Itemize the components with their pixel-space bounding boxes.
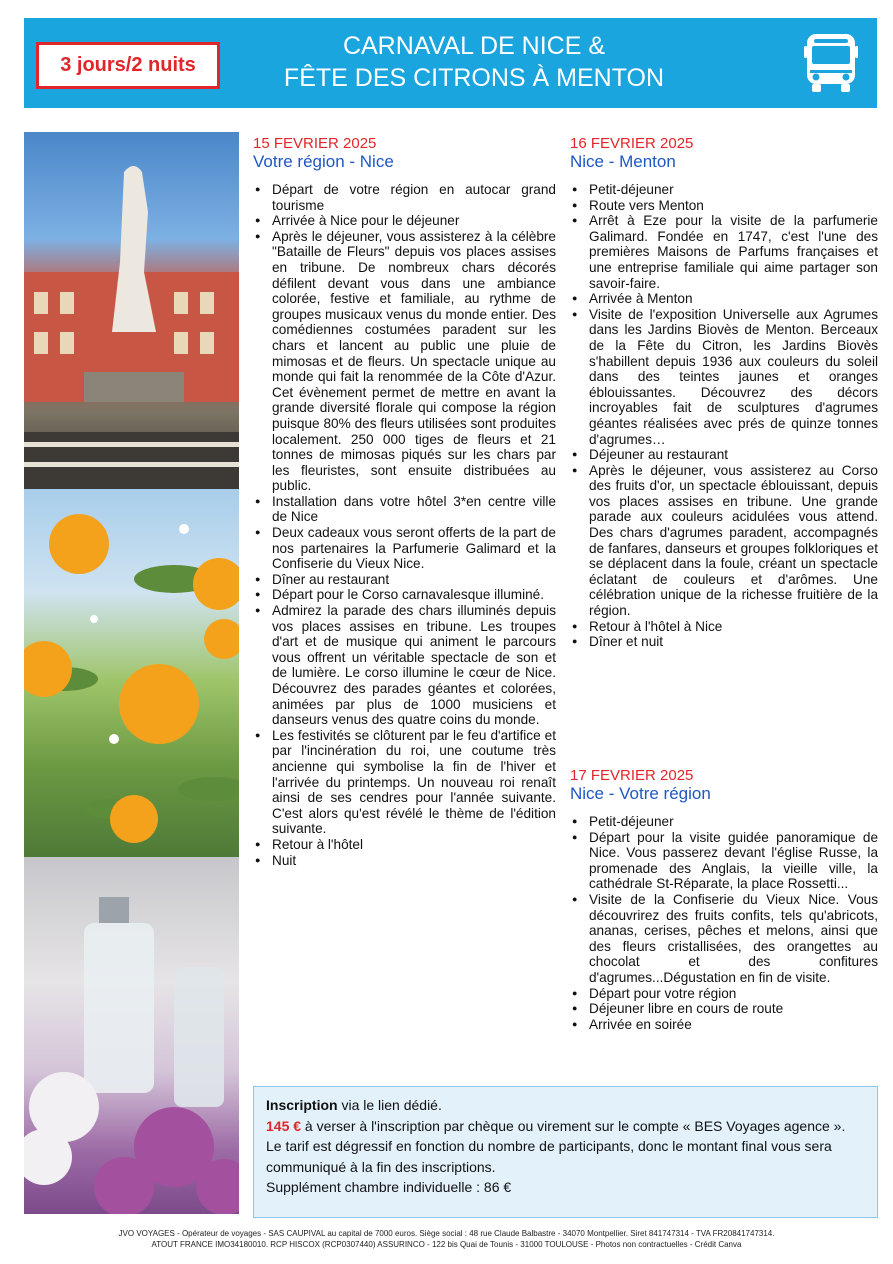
day-1-route: Votre région - Nice [253,152,394,171]
day-3-date: 17 FEVRIER 2025 [570,767,694,784]
day-2-program [570,182,878,650]
header-banner [24,18,877,108]
program-item: ● Déjeuner libre en cours de route [570,1001,878,1017]
single-room-supplement: Supplément chambre individuelle : 86 € [266,1179,512,1195]
program-item: ● Dîner et nuit [570,634,878,650]
day-1-program [253,182,556,868]
program-item: ● Visite de la Confiserie du Vieux Nice. Vous découvrirez des fruits confits, tels qu'abricots, ananas, cerises, pêches et melons, ainsi que des fleurs cristallisées, des orangettes au chocolat et des confitures d'agrumes...Dégustation en fin de visite. [570,892,878,986]
photo-column [24,132,239,1214]
nice-fountain-photo [24,132,239,489]
bus-icon [802,30,860,96]
day-2-column [570,135,878,650]
program-item: ● Départ pour le Corso carnavalesque illuminé. [253,587,556,603]
price-value: 145 € [266,1117,302,1134]
day-3-program [570,814,878,1032]
program-item: ● Départ pour la visite guidée panoramique de Nice. Vous passerez devant l'église Russe, la promenade des Anglais, la vieille ville, la cathédrale St-Réparate, la place Rossetti... [570,830,878,892]
program-item: ● Dîner au restaurant [253,572,556,588]
program-item: ● Nuit [253,853,556,869]
day-1-column [253,135,556,868]
program-item: ● Admirez la parade des chars illuminés depuis vos places assises en tribune. Les troupes d'art et de musique qui animent le parcours vous offrent un véritable spectacle de son et de lumière. Le corso illumine le cœur de Nice. Découvrez des parades géantes et colorées, animées par plus de 1000 musiciens et danseurs venus des quatre coins du monde. [253,603,556,728]
page-title [224,30,724,94]
footer-line-1: JVO VOYAGES - Opérateur de voyages - SAS CAUPIVAL au capital de 7000 euros. Siège social : 48 rue Claude Balbastre - 34070 Montpellier. Siret 841747314 - TVA FR20841747314. [118,1229,775,1238]
perfume-flowers-photo [24,857,239,1214]
day-2-route: Nice - Menton [570,152,676,171]
inscription-label: Inscription [266,1097,338,1113]
program-item: ● Petit-déjeuner [570,814,878,830]
title-line-1: CARNAVAL DE NICE & [342,32,606,60]
registration-box [253,1086,878,1218]
inscription-line [266,1095,865,1116]
program-item: ● Après le déjeuner, vous assisterez à la célèbre "Bataille de Fleurs" depuis vos places assises en tribune. De nombreux chars décorés défilent devant vous dans une ambiance colorée, festive et familiale, au rythme de groupes musicaux venus du monde entier. Des comédiennes costumées paradent sur les chars et lancent au public une pluie de mimosas et de fleurs. Un spectacle unique au monde qui fait la renommée de la Côte d'Azur. Cet évènement permet de mettre en avant la grande diversité florale qui compose la région puisque 80% des fleurs utilisées sont produites localement. 250 000 tiges de fleurs et 21 tonnes de mimosas piqués sur les chars par les fleuristes, sont ensuite distribuées au public. [253,229,556,494]
inscription-text: via le lien dédié. [337,1097,442,1113]
program-item: ● Retour à l'hôtel [253,837,556,853]
program-item: ● Route vers Menton [570,198,878,214]
program-item: ● Départ de votre région en autocar grand tourisme [253,182,556,213]
price-text: à verser à l'inscription par chèque ou virement sur le compte « BES Voyages agence ». [301,1117,846,1134]
program-item: ● Départ pour votre région [570,986,878,1002]
program-item: ● Déjeuner au restaurant [570,447,878,463]
program-item: ● Les festivités se clôturent par le feu d'artifice et par l'incinération du roi, une coutume très ancienne qui symbolise la fin de l'hiver et l'arrivée du printemps. Un nouveau roi renaît ainsi de ses cendres pour l'année suivante. C'est alors qu'est révélé le thème de l'édition suivante. [253,728,556,837]
program-item: ● Installation dans votre hôtel 3*en centre ville de Nice [253,494,556,525]
tarif-note: Le tarif est dégressif en fonction du nombre de participants, donc le montant final vous sera communiqué à la fin des inscriptions. [266,1138,832,1175]
footer-line-2: ATOUT FRANCE IMO34180010. RCP HISCOX (RCP0307440) ASSURINCO - 122 bis Quai de Tounis - 31000 TOULOUSE - Photos non contractuelles - Crédit Canva [151,1240,742,1249]
program-item: ● Après le déjeuner, vous assisterez au Corso des fruits d'or, un spectacle éblouissant, depuis vos places assises en tribune. Une grande parade aux couleurs acidulées vous attend. Des chars d'agrumes paradent, accompagnés de fanfares, danseurs et groupes folkloriques et se déplacent dans la foule, créant un spectacle éclatant de couleurs et d'arômes. Une célébration unique de la richesse fruitière de la région. [570,463,878,619]
program-item: ● Deux cadeaux vous seront offerts de la part de nos partenaires la Parfumerie Galimard et la Confiserie du Vieux Nice. [253,525,556,572]
duration-badge: 3 jours/2 nuits [36,42,220,89]
program-item: ● Visite de l'exposition Universelle aux Agrumes dans les Jardins Biovès de Menton. Berceaux de la Fête du Citron, les Jardins Biovès s'habillent depuis 1936 aux couleurs du soleil dans des teintes jaunes et oranges éblouissantes. Découvrez des décors incroyables fait de sculptures d'agrumes géantes réalisées avec prés de quinze tonnes d'agrumes… [570,307,878,447]
program-item: ● Retour à l'hôtel à Nice [570,619,878,635]
day-2-date: 16 FEVRIER 2025 [570,135,694,152]
lemon-tree-photo [24,489,239,857]
title-line-2: FÊTE DES CITRONS À MENTON [283,64,665,92]
program-item: ● Arrêt à Eze pour la visite de la parfumerie Galimard. Fondée en 1747, c'est l'une des premières Maisons de Parfums françaises et une entreprise familiale qui aime partager son savoir-faire. [570,213,878,291]
program-item: ● Arrivée à Nice pour le déjeuner [253,213,556,229]
legal-footer [0,1228,893,1250]
program-item: ● Arrivée en soirée [570,1017,878,1033]
day-3-column [570,767,878,1032]
day-1-date: 15 FEVRIER 2025 [253,135,377,152]
program-item: ● Arrivée à Menton [570,291,878,307]
program-item: ● Petit-déjeuner [570,182,878,198]
price-line [266,1116,865,1137]
day-3-route: Nice - Votre région [570,784,711,803]
